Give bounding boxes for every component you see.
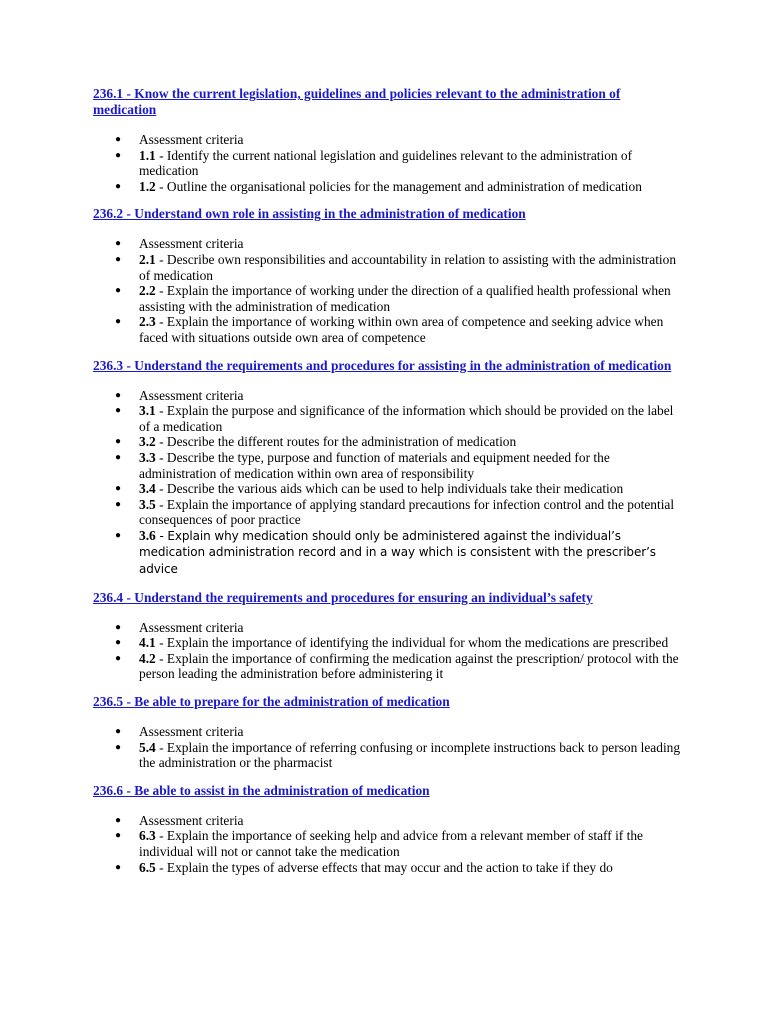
bullet-icon: ● — [115, 389, 122, 401]
criteria-intro: Assessment criteria — [139, 812, 244, 828]
bullet-icon: ● — [115, 741, 122, 753]
list-item — [93, 434, 683, 450]
criterion-text: - Outline the organisational policies for the management and administration of medication — [155, 178, 642, 194]
bullet-icon: ● — [115, 861, 122, 873]
criterion-number: 5.4 — [139, 739, 156, 755]
criterion-text: - Explain the importance of working within own area of competence and seeking advice when faced with situations outside own area of competence — [139, 314, 664, 345]
criterion-number: 6.5 — [139, 859, 156, 875]
section-heading-link[interactable]: 236.2 - Understand own role in assisting in the administration of medication — [93, 206, 526, 222]
criterion-text: - Explain why medication should only be administered against the individual’s medication administration record and in a way which is consistent with the prescriber’s advice — [139, 528, 656, 577]
list-item — [93, 388, 683, 404]
bullet-icon: ● — [115, 253, 122, 265]
bullet-icon: ● — [115, 285, 122, 297]
list-item — [93, 497, 683, 528]
criteria-list — [93, 724, 683, 771]
list-item — [93, 724, 683, 740]
criterion-text: - Describe the type, purpose and function of materials and equipment needed for the administration of medication within own area of responsibility — [139, 449, 610, 481]
list-item — [93, 450, 683, 481]
criteria-list — [93, 620, 683, 682]
criteria-list — [93, 236, 683, 345]
criterion-number: 3.3 — [139, 449, 156, 465]
bullet-icon: ● — [115, 451, 122, 463]
list-item — [93, 651, 683, 682]
list-item — [93, 314, 683, 345]
bullet-icon: ● — [115, 180, 122, 192]
section-heading-link[interactable]: 236.3 - Understand the requirements and procedures for assisting in the administration of medication — [93, 357, 672, 373]
bullet-icon: ● — [115, 621, 122, 633]
criterion-number: 4.2 — [139, 650, 156, 666]
bullet-icon: ● — [115, 316, 122, 328]
list-item — [93, 481, 683, 497]
list-item — [93, 236, 683, 252]
section-heading-link[interactable]: 236.1 - Know the current legislation, guidelines and policies relevant to the administration of medication — [93, 86, 621, 117]
criterion-text: - Describe own responsibilities and accountability in relation to assisting with the administration of medication — [139, 251, 677, 283]
list-item — [93, 620, 683, 636]
unit-section — [93, 694, 683, 771]
list-item — [93, 528, 683, 578]
criterion-text: - Explain the importance of referring confusing or incomplete instructions back to person leading the administration or the pharmacist — [139, 739, 681, 771]
criterion-text: - Identify the current national legislation and guidelines relevant to the administration of medication — [139, 147, 633, 179]
list-item — [93, 828, 683, 859]
section-heading-link[interactable]: 236.5 - Be able to prepare for the administration of medication — [93, 694, 450, 710]
criteria-list — [93, 388, 683, 578]
criterion-number: 3.4 — [139, 481, 156, 497]
list-item — [93, 813, 683, 829]
criteria-intro: Assessment criteria — [139, 724, 244, 740]
criteria-list — [93, 132, 683, 194]
criterion-text: - Explain the importance of identifying the individual for whom the medications are prescribed — [155, 635, 669, 651]
document-body — [93, 86, 683, 887]
criterion-text: - Explain the importance of confirming the medication against the prescription/ protocol with the person leading the administration before administering it — [139, 650, 679, 682]
bullet-icon: ● — [115, 483, 122, 495]
bullet-icon: ● — [115, 405, 122, 417]
list-item — [93, 148, 683, 179]
criteria-intro: Assessment criteria — [139, 132, 244, 147]
unit-section — [93, 86, 683, 194]
criterion-text: - Describe the different routes for the administration of medication — [155, 434, 517, 450]
bullet-icon: ● — [115, 498, 122, 510]
criterion-text: - Explain the purpose and significance of the information which should be provided on the label of a medication — [139, 403, 674, 434]
criterion-number: 2.2 — [139, 283, 156, 299]
bullet-icon: ● — [115, 436, 122, 448]
bullet-icon: ● — [115, 726, 122, 738]
criterion-number: 3.2 — [139, 434, 156, 450]
criterion-number: 3.5 — [139, 496, 156, 512]
section-heading-link[interactable]: 236.4 - Understand the requirements and procedures for ensuring an individual’s safety — [93, 589, 593, 605]
criterion-text: - Explain the importance of seeking help and advice from a relevant member of staff if the individual will not or cannot take the medication — [139, 828, 643, 859]
criterion-text: - Explain the types of adverse effects that may occur and the action to take if they do — [155, 859, 613, 875]
criterion-number: 3.6 — [139, 527, 156, 543]
criterion-text: - Explain the importance of working under the direction of a qualified health professional when assisting with the administration of medication — [139, 283, 671, 314]
list-item — [93, 860, 683, 876]
unit-section — [93, 590, 683, 682]
bullet-icon: ● — [115, 238, 122, 250]
criterion-number: 2.1 — [139, 251, 156, 267]
bullet-icon: ● — [115, 134, 122, 145]
section-heading-link[interactable]: 236.6 - Be able to assist in the administration of medication — [93, 782, 430, 798]
criteria-intro: Assessment criteria — [139, 387, 244, 403]
criterion-number: 1.1 — [139, 147, 156, 163]
bullet-icon: ● — [115, 149, 122, 161]
criteria-intro: Assessment criteria — [139, 619, 244, 635]
bullet-icon: ● — [115, 637, 122, 649]
criterion-text: - Describe the various aids which can be used to help individuals take their medication — [155, 481, 624, 497]
bullet-icon: ● — [115, 814, 122, 826]
criteria-intro: Assessment criteria — [139, 236, 244, 252]
criterion-text: - Explain the importance of applying standard precautions for infection control and the potential consequences of poor practice — [139, 496, 675, 528]
criterion-number: 6.3 — [139, 828, 156, 844]
criterion-number: 3.1 — [139, 403, 156, 419]
criterion-number: 1.2 — [139, 178, 156, 194]
list-item — [93, 403, 683, 434]
list-item — [93, 283, 683, 314]
criterion-number: 2.3 — [139, 314, 156, 330]
bullet-icon: ● — [115, 652, 122, 664]
list-item — [93, 740, 683, 771]
bullet-icon: ● — [115, 529, 122, 541]
bullet-icon: ● — [115, 830, 122, 842]
list-item — [93, 252, 683, 283]
list-item — [93, 179, 683, 195]
criterion-number: 4.1 — [139, 635, 156, 651]
list-item — [93, 635, 683, 651]
unit-section — [93, 783, 683, 875]
criteria-list — [93, 813, 683, 875]
unit-section — [93, 206, 683, 345]
unit-section — [93, 358, 683, 578]
list-item — [93, 132, 683, 148]
